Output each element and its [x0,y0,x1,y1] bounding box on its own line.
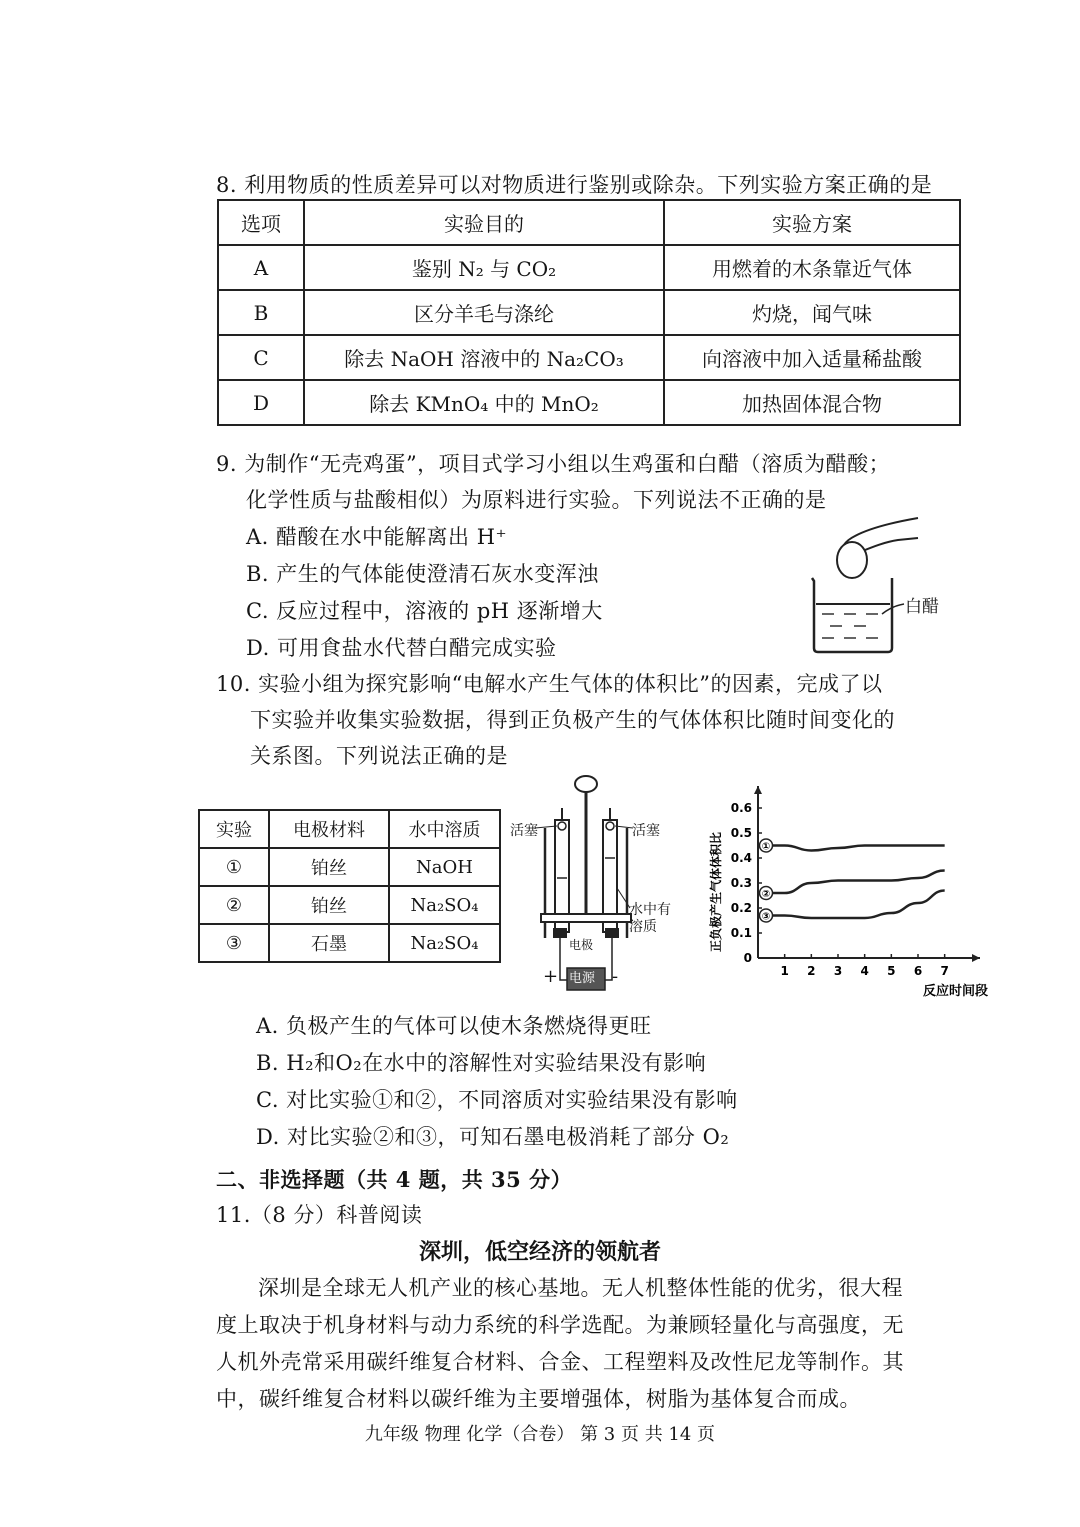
liquid-icon [822,614,878,638]
y-tick-label: 0 [743,951,752,965]
q8-stem: 8. 利用物质的性质差异可以对物质进行鉴别或除杂。下列实验方案正确的是 [216,173,933,197]
goal-cell: 除去 NaOH 溶液中的 Na₂CO₃ [304,335,664,380]
goal-cell: 区分羊毛与涤纶 [304,290,664,335]
q8-table [217,199,961,426]
article-para-line: 深圳是全球无人机产业的核心基地。无人机整体性能的优劣，很大程 [258,1276,903,1300]
q10-table [198,809,501,963]
left-valve-icon [558,822,566,830]
right-valve-label: 活塞 [632,823,660,839]
x-tick-label: 6 [913,964,923,978]
vinegar-label: 白醋 [905,597,939,617]
y-tick-label: 0.1 [730,926,752,940]
method-cell: 向溶液中加入适量稀盐酸 [664,335,960,380]
method-cell: 用燃着的木条靠近气体 [664,245,960,290]
x-tick-label: 4 [860,964,869,978]
y-tick-label: 0.3 [730,876,752,890]
q10-stem-line2: 下实验并收集实验数据，得到正负极产生的气体体积比随时间变化的 [250,708,895,732]
solute-cell: Na₂SO₄ [389,924,500,962]
experiment-id-cell: ③ [199,924,269,962]
method-cell: 加热固体混合物 [664,380,960,425]
method-cell: 灼烧，闻气味 [664,290,960,335]
option-cell: B [218,290,304,335]
goal-cell: 鉴别 N₂ 与 CO₂ [304,245,664,290]
x-tick-label: 1 [780,964,789,978]
q9-option-c: C. 反应过程中，溶液的 pH 逐渐增大 [246,599,603,623]
goal-cell: 除去 KMnO₄ 中的 MnO₂ [304,380,664,425]
article-title: 深圳，低空经济的领航者 [418,1239,661,1265]
y-tick-label: 0.2 [730,901,752,915]
series-label: ① [761,841,771,853]
left-valve-label: 活塞 [510,823,538,839]
x-tick-label: 5 [887,964,896,978]
header-cell: 电极材料 [269,810,389,848]
page-footer: 九年级 物理 化学（合卷） 第 3 页 共 14 页 [364,1424,716,1445]
q9-stem-line1: 9. 为制作“无壳鸡蛋”，项目式学习小组以生鸡蛋和白醋（溶质为醋酸； [216,452,891,476]
plus-label: + [543,966,559,987]
option-cell: D [218,380,304,425]
left-electrode-icon [553,928,567,938]
y-tick-label: 0.4 [730,851,752,865]
right-valve-icon [606,822,614,830]
series-line [773,891,945,919]
q10-option-d: D. 对比实验②和③，可知石墨电极消耗了部分 O₂ [256,1125,730,1149]
solute-label-2: 溶质 [629,919,657,935]
power-label: 电源 [569,971,596,986]
solute-cell: NaOH [389,848,500,886]
series-line [773,871,945,894]
beaker-egg-figure [800,508,960,658]
y-tick-label: 0.6 [730,801,752,815]
table-row [199,924,500,962]
series-label: ③ [761,911,771,923]
y-axis-arrow-icon [754,786,762,794]
q10-stem-line3: 关系图。下列说法正确的是 [250,744,508,768]
q9-stem-line2: 化学性质与盐酸相似）为原料进行实验。下列说法不正确的是 [246,488,827,512]
experiment-id-cell: ② [199,886,269,924]
electrode-cell: 铂丝 [269,886,389,924]
header-cell: 实验目的 [304,200,664,245]
beaker-icon [812,578,892,652]
x-tick-label: 7 [940,964,949,978]
table-header-row [199,810,500,848]
option-cell: A [218,245,304,290]
header-cell: 实验方案 [664,200,960,245]
series-line [773,846,945,851]
series-label: ② [761,889,771,900]
q9-option-a: A. 醋酸在水中能解离出 H⁺ [246,525,508,549]
q10-stem-line1: 10. 实验小组为探究影响“电解水产生气体的体积比”的因素，完成了以 [216,672,883,696]
table-row [218,290,960,335]
volume-ratio-chart [700,770,1000,1000]
x-axis-arrow-icon [972,954,980,962]
q10-option-c: C. 对比实验①和②，不同溶质对实验结果没有影响 [256,1088,738,1112]
article-para-line: 人机外壳常采用碳纤维复合材料、合金、工程塑料及改性尼龙等制作。其 [216,1350,904,1374]
electrode-label: 电极 [569,938,594,952]
q10-option-b: B. H₂和O₂在水中的溶解性对实验结果没有影响 [256,1051,707,1075]
header-cell: 实验 [199,810,269,848]
x-axis-label: 反应时间段 [922,984,988,999]
egg-icon [837,542,867,578]
y-axis-label: 正负极产生气体体积比 [709,831,723,952]
q9-option-b: B. 产生的气体能使澄清石灰水变浑浊 [246,562,599,586]
article-para-line: 度上取决于机身材料与动力系统的科学选配。为兼顾轻量化与高强度，无 [216,1313,904,1337]
table-row [199,848,500,886]
header-cell: 选项 [218,200,304,245]
section-heading: 二、非选择题（共 4 题，共 35 分） [216,1167,573,1192]
q9-option-d: D. 可用食盐水代替白醋完成实验 [246,636,557,660]
y-tick-label: 0.5 [730,826,752,840]
experiment-id-cell: ① [199,848,269,886]
table-row [218,380,960,425]
solute-cell: Na₂SO₄ [389,886,500,924]
x-tick-label: 3 [833,964,843,978]
table-row [199,886,500,924]
q11-heading: 11.（8 分）科普阅读 [216,1203,423,1227]
header-cell: 水中溶质 [389,810,500,848]
table-header-row [218,200,960,245]
table-row [218,335,960,380]
solute-label-1: 水中有 [629,902,671,918]
minus-label: - [612,966,619,987]
x-tick-label: 2 [807,964,816,978]
q10-option-a: A. 负极产生的气体可以使木条燃烧得更旺 [256,1014,652,1038]
table-row [218,245,960,290]
article-para-line: 中，碳纤维复合材料以碳纤维为主要增强体，树脂为基体复合而成。 [216,1387,861,1411]
option-cell: C [218,335,304,380]
right-electrode-icon [605,928,619,938]
electrode-cell: 石墨 [269,924,389,962]
electrolysis-apparatus [505,768,685,998]
electrode-cell: 铂丝 [269,848,389,886]
